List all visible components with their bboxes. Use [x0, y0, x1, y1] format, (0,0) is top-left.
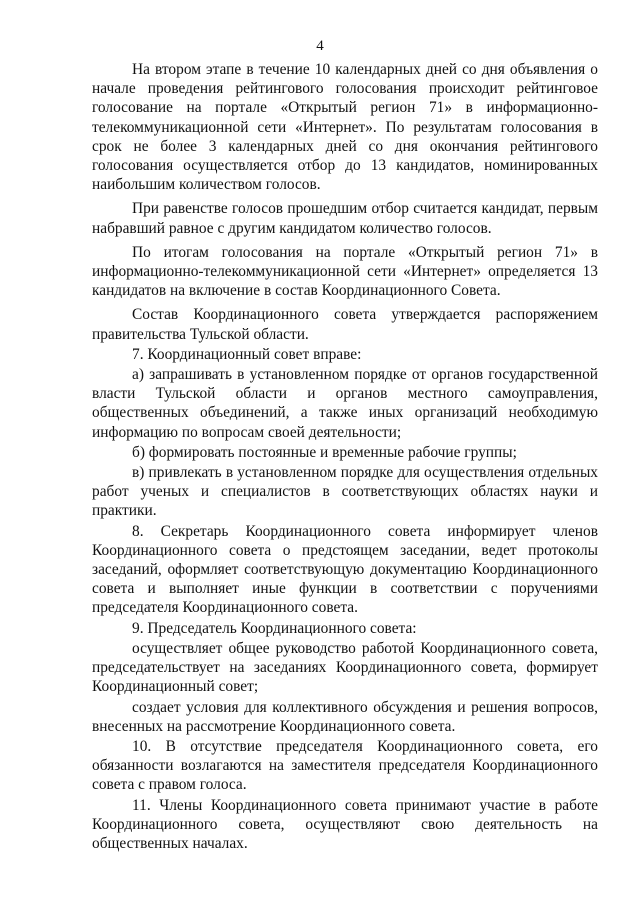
paragraph-voting-results: По итогам голосования на портале «Открытый регион 71» в информационно-телекоммуникационной сети «Интернет» определяется 13 кандидатов на включение в состав Координационного Совета. [92, 243, 598, 300]
paragraph-tie-rule: При равенстве голосов прошедшим отбор считается кандидат, первым набравший равное с другим кандидатом количество голосов. [92, 200, 598, 237]
paragraph-council-members: 11. Члены Координационного совета принимают участие в работе Координационного совета, осуществляют свою деятельность на общественных началах. [92, 796, 598, 852]
paragraph-council-composition: Состав Координационного совета утверждается распоряжением правительства Тульской области. [92, 306, 598, 343]
paragraph-chairman-absence: 10. В отсутствие председателя Координационного совета, его обязанности возлагаются на заместителя председателя Координационного совета с правом голоса. [92, 737, 598, 794]
paragraph-right-a: а) запрашивать в установленном порядке от органов государственной власти Тульской области и органов местного самоуправления, общественных объединений, а также иных организаций необходимую информацию по вопросам своей деятельности; [92, 366, 598, 441]
paragraph-right-b: б) формировать постоянные и временные рабочие группы; [132, 443, 517, 461]
page-number: 4 [316, 38, 324, 54]
paragraph-council-rights-heading: 7. Координационный совет вправе: [132, 345, 362, 363]
paragraph-chairman-duties: осуществляет общее руководство работой Координационного совета, председательствует на заседаниях Координационного совета, формирует Координационный совет; [92, 639, 598, 696]
paragraph-secretary: 8. Секретарь Координационного совета информирует членов Координационного совета о предстоящем заседании, ведет протоколы заседаний, оформляет соответствующую документацию Координационного совета и выполняет иные функции в соответствии с поручениями председателя Координационного совета. [92, 522, 598, 617]
paragraph-second-stage: На втором этапе в течение 10 календарных дней со дня объявления о начале проведения рейтингового голосования происходит рейтинговое голосование на портале «Открытый регион 71» в информационно-телекоммуникационной сети «Интернет». По результатам голосования в срок не более 3 календарных дней со дня окончания рейтингового голосования осуществляется отбор до 13 кандидатов, номинированных наибольшим количеством голосов. [92, 61, 598, 194]
paragraph-right-c: в) привлекать в установленном порядке для осуществления отдельных работ ученых и специалистов в соответствующих областях науки и практики. [92, 464, 598, 520]
paragraph-chairman-conditions: создает условия для коллективного обсуждения и решения вопросов, внесенных на рассмотрение Координационного совета. [92, 698, 598, 735]
document-body [92, 60, 598, 853]
paragraph-chairman-heading: 9. Председатель Координационного совета: [132, 619, 417, 637]
